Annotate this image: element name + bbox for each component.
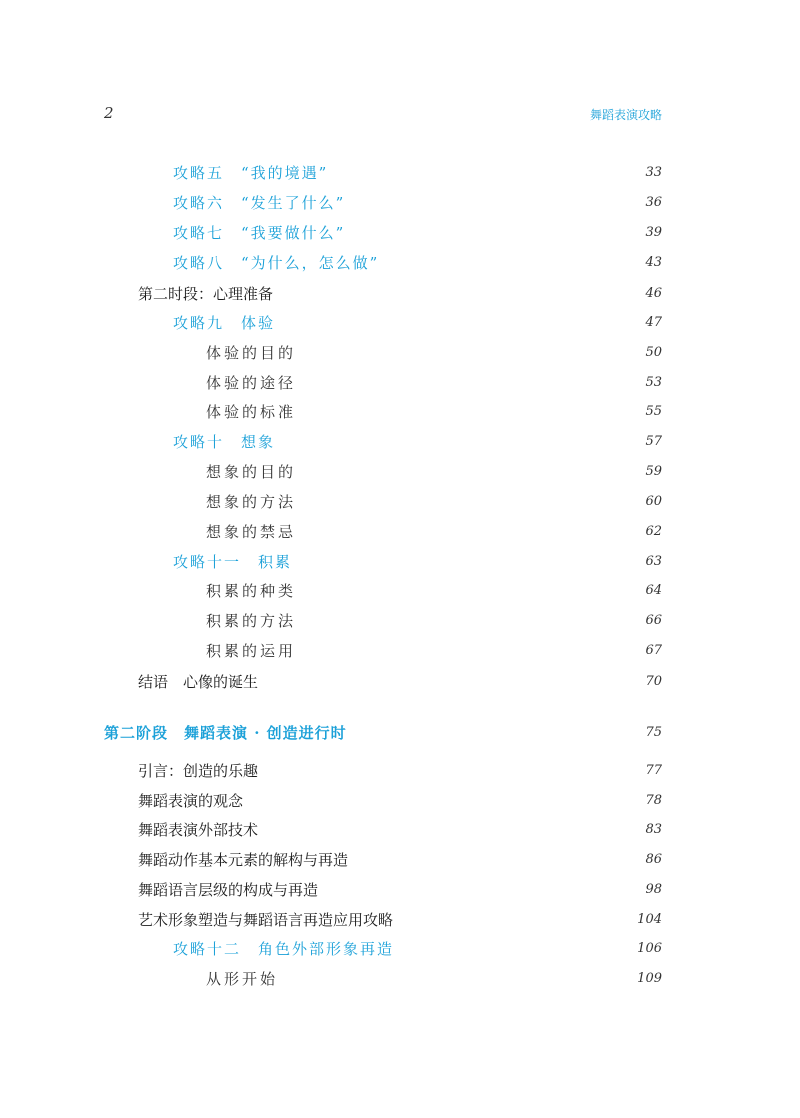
toc-entry-title: 舞蹈语言层级的构成与再造 bbox=[138, 881, 319, 899]
toc-entry bbox=[0, 967, 800, 991]
running-title: 舞蹈表演攻略 bbox=[589, 108, 662, 122]
toc-entry-page: 98 bbox=[645, 882, 662, 897]
toc-entry-title: 想象的方法 bbox=[206, 493, 297, 511]
toc-entry-title: 想象的禁忌 bbox=[206, 523, 297, 541]
toc-entry bbox=[0, 191, 800, 215]
toc-entry bbox=[0, 670, 800, 694]
toc-entry-page: 86 bbox=[645, 852, 662, 867]
toc-entry bbox=[0, 460, 800, 484]
toc-entry-page: 47 bbox=[645, 315, 662, 330]
toc-entry-page: 43 bbox=[645, 255, 662, 270]
toc-entry-title: 攻略十 想象 bbox=[173, 433, 276, 451]
toc-entry-title: 攻略五 “我的境遇” bbox=[173, 164, 329, 182]
toc-entry-title: 攻略六 “发生了什么” bbox=[173, 194, 346, 212]
toc-entry bbox=[0, 639, 800, 663]
toc-entry bbox=[0, 400, 800, 424]
toc-entry-title: 引言：创造的乐趣 bbox=[138, 762, 259, 780]
toc-stage-heading bbox=[0, 721, 800, 745]
toc-entry-page: 70 bbox=[645, 674, 662, 689]
toc-entry-title: 舞蹈动作基本元素的解构与再造 bbox=[138, 851, 349, 869]
toc-entry-title: 想象的目的 bbox=[206, 463, 297, 481]
toc-entry-title: 舞蹈表演的观念 bbox=[138, 792, 244, 810]
toc-entry bbox=[0, 311, 800, 335]
toc-entry-page: 50 bbox=[645, 345, 662, 360]
toc-entry bbox=[0, 579, 800, 603]
toc-entry bbox=[0, 251, 800, 275]
toc-entry-page: 67 bbox=[645, 643, 662, 658]
toc-entry-title: 积累的方法 bbox=[206, 612, 297, 630]
page-number: 2 bbox=[104, 104, 114, 122]
toc-entry-page: 33 bbox=[645, 165, 662, 180]
toc-entry-page: 77 bbox=[645, 763, 662, 778]
toc-entry-page: 57 bbox=[645, 434, 662, 449]
toc-entry bbox=[0, 818, 800, 842]
toc-entry bbox=[0, 161, 800, 185]
toc-entry-title: 从形开始 bbox=[206, 970, 279, 988]
toc-entry-title: 攻略九 体验 bbox=[173, 314, 276, 332]
toc-entry bbox=[0, 221, 800, 245]
toc-entry-title: 体验的标准 bbox=[206, 403, 297, 421]
toc-entry-title: 艺术形象塑造与舞蹈语言再造应用攻略 bbox=[138, 911, 394, 929]
toc-entry bbox=[0, 430, 800, 454]
toc-entry bbox=[0, 490, 800, 514]
toc-entry-title: 体验的目的 bbox=[206, 344, 297, 362]
toc-entry-page: 64 bbox=[645, 583, 662, 598]
toc-entry bbox=[0, 550, 800, 574]
toc-entry bbox=[0, 341, 800, 365]
toc-entry-title: 积累的运用 bbox=[206, 642, 297, 660]
toc-entry-title: 攻略八 “为什么，怎么做” bbox=[173, 254, 380, 272]
toc-entry-title: 积累的种类 bbox=[206, 582, 297, 600]
toc-entry bbox=[0, 282, 800, 306]
toc-entry bbox=[0, 937, 800, 961]
toc-entry-title: 第二时段：心理准备 bbox=[138, 285, 274, 303]
toc-entry-page: 62 bbox=[645, 524, 662, 539]
toc-entry-title: 攻略十一 积累 bbox=[173, 553, 293, 571]
toc-entry-page: 63 bbox=[645, 554, 662, 569]
toc-entry-title: 攻略十二 角色外部形象再造 bbox=[173, 940, 395, 958]
toc-entry-page: 109 bbox=[637, 971, 662, 986]
toc-entry-page: 75 bbox=[645, 725, 662, 740]
toc-entry-title: 舞蹈表演外部技术 bbox=[138, 821, 259, 839]
toc-entry-page: 66 bbox=[645, 613, 662, 628]
toc-entry bbox=[0, 908, 800, 932]
toc-entry-title: 攻略七 “我要做什么” bbox=[173, 224, 346, 242]
toc-entry-title: 第二阶段 舞蹈表演 · 创造进行时 bbox=[104, 724, 347, 742]
toc-entry-page: 46 bbox=[645, 286, 662, 301]
toc-entry bbox=[0, 759, 800, 783]
toc-entry-title: 结语 心像的诞生 bbox=[138, 673, 259, 691]
toc-entry bbox=[0, 520, 800, 544]
toc-entry bbox=[0, 878, 800, 902]
toc-entry bbox=[0, 789, 800, 813]
toc-entry bbox=[0, 609, 800, 633]
toc-entry-page: 39 bbox=[645, 225, 662, 240]
toc-entry bbox=[0, 371, 800, 395]
toc-entry-page: 59 bbox=[645, 464, 662, 479]
toc-entry-page: 36 bbox=[645, 195, 662, 210]
toc-entry-page: 78 bbox=[645, 793, 662, 808]
toc-entry-page: 53 bbox=[645, 375, 662, 390]
toc-entry-page: 83 bbox=[645, 822, 662, 837]
toc-entry bbox=[0, 848, 800, 872]
toc-entry-page: 60 bbox=[645, 494, 662, 509]
toc-entry-page: 106 bbox=[637, 941, 662, 956]
toc-entry-title: 体验的途径 bbox=[206, 374, 297, 392]
toc-entry-page: 55 bbox=[645, 404, 662, 419]
toc-entry-page: 104 bbox=[637, 912, 662, 927]
